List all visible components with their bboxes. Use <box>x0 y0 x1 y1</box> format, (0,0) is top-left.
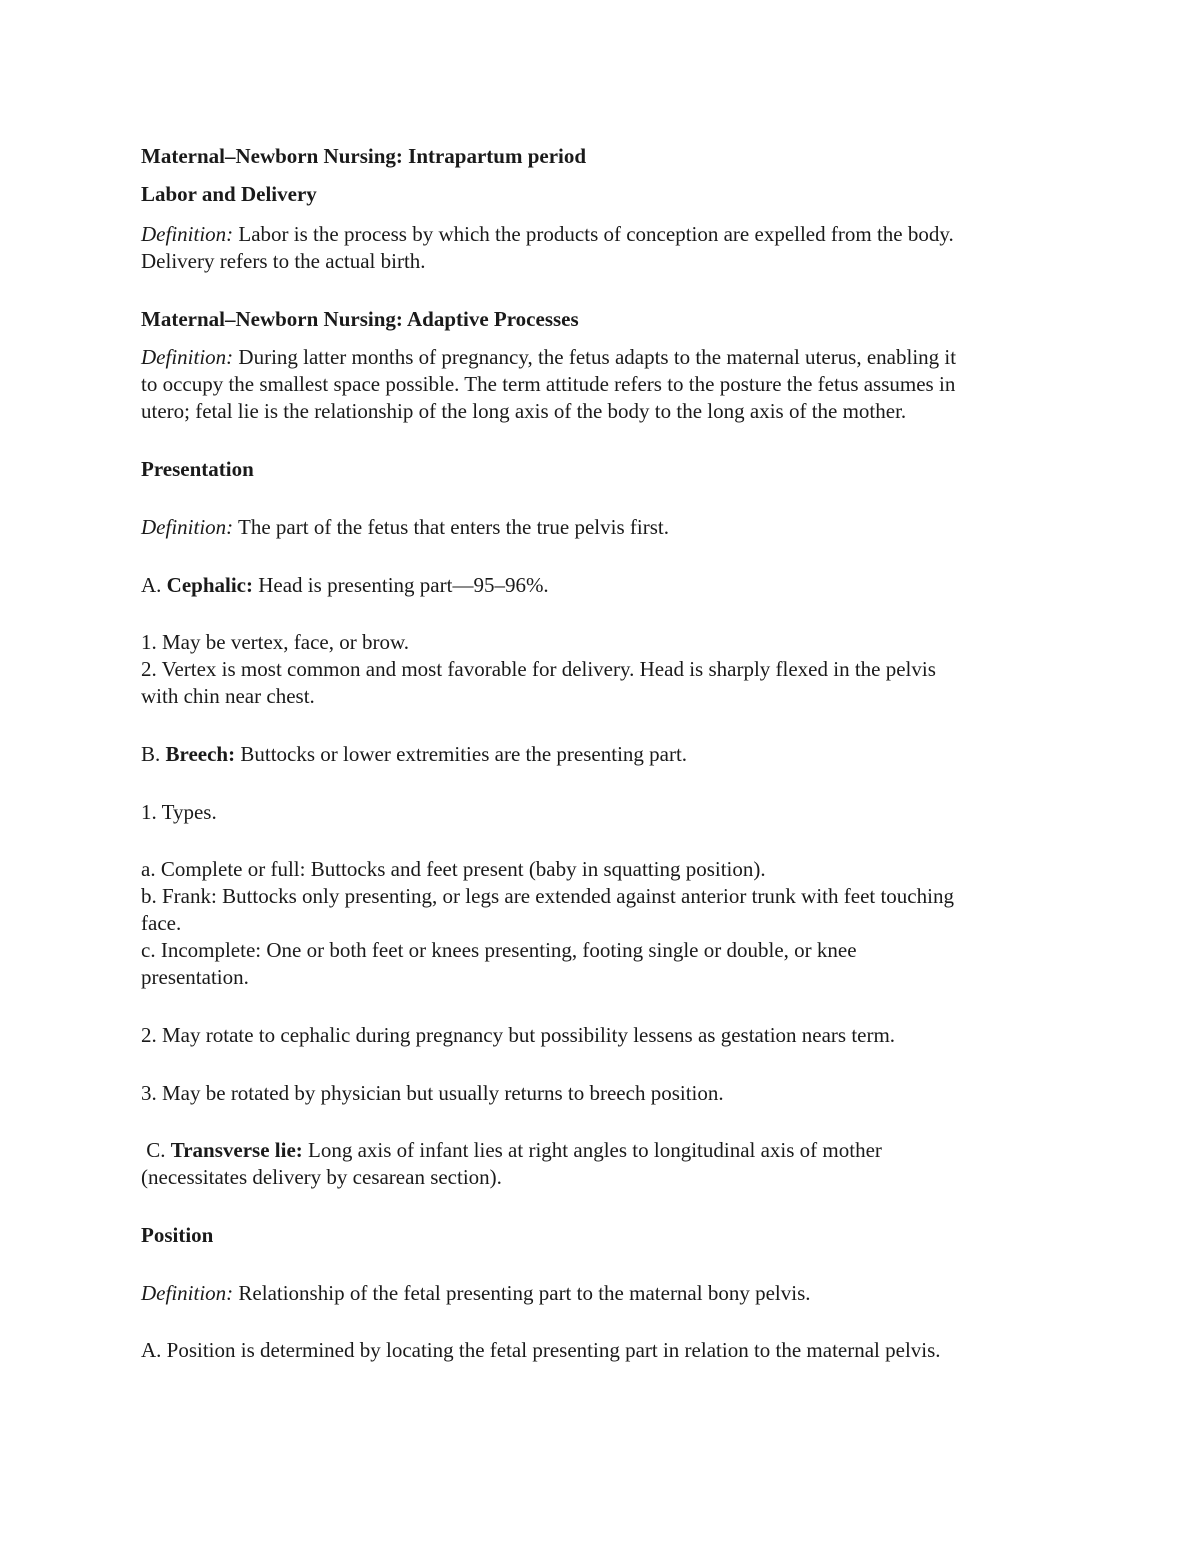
breech-types: 1. Types. <box>141 800 217 824</box>
definition-label: Definition: <box>141 1281 234 1305</box>
adaptive-definition-line-3: utero; fetal lie is the relationship of the long axis of the body to the long axis of the mother. <box>141 399 907 423</box>
cephalic-subitem-1: 1. May be vertex, face, or brow. <box>141 630 410 654</box>
labor-definition-text: Labor is the process by which the products of conception are expelled from the body. <box>233 222 954 246</box>
definition-label: Definition: <box>141 345 234 369</box>
cephalic-subitem-2-line-2: with chin near chest. <box>141 684 315 708</box>
breech-text: Buttocks or lower extremities are the presenting part. <box>235 742 688 766</box>
breech-prefix: B. <box>141 742 166 766</box>
transverse-label: Transverse lie: <box>170 1138 303 1162</box>
transverse-line-1 <box>141 1137 1066 1164</box>
breech-type-b-line-1: b. Frank: Buttocks only presenting, or legs are extended against anterior trunk with feet touching <box>141 884 954 908</box>
breech-type-c-line-2: presentation. <box>141 965 249 989</box>
heading-presentation: Presentation <box>141 457 254 481</box>
adaptive-definition <box>141 344 1066 425</box>
breech-subitem-3: 3. May be rotated by physician but usually returns to breech position. <box>141 1081 724 1105</box>
definition-label: Definition: <box>141 222 234 246</box>
breech-type-list <box>141 856 1066 991</box>
breech-type-b-line-2: face. <box>141 911 182 935</box>
presentation-definition-line <box>141 514 1066 541</box>
cephalic-label: Cephalic: <box>166 573 253 597</box>
breech-type-c-line-1: c. Incomplete: One or both feet or knees presenting, footing single or double, or knee <box>141 938 857 962</box>
title-adaptive-processes: Maternal–Newborn Nursing: Adaptive Processes <box>141 307 579 331</box>
adaptive-definition-line-2: to occupy the smallest space possible. The term attitude refers to the posture the fetus assumes in <box>141 372 956 396</box>
cephalic-line <box>141 572 1066 599</box>
definition-label: Definition: <box>141 515 234 539</box>
labor-definition <box>141 221 1066 275</box>
cephalic-prefix: A. <box>141 573 167 597</box>
transverse-line-2: (necessitates delivery by cesarean section). <box>141 1165 502 1189</box>
cephalic-subitem-2-line-1: 2. Vertex is most common and most favorable for delivery. Head is sharply flexed in the pelvis <box>141 657 936 681</box>
breech-item <box>141 741 1066 768</box>
transverse-item <box>141 1137 1066 1191</box>
title-intrapartum: Maternal–Newborn Nursing: Intrapartum period <box>141 144 587 168</box>
position-definition-line <box>141 1280 1066 1307</box>
cephalic-text: Head is presenting part—95–96%. <box>253 573 549 597</box>
labor-definition-line-2: Delivery refers to the actual birth. <box>141 249 426 273</box>
breech-subitem-2: 2. May rotate to cephalic during pregnancy but possibility lessens as gestation nears term. <box>141 1023 896 1047</box>
breech-line <box>141 741 1066 768</box>
document-page <box>141 0 1066 1553</box>
cephalic-item <box>141 572 1066 599</box>
position-definition-text: Relationship of the fetal presenting part to the maternal bony pelvis. <box>233 1281 811 1305</box>
breech-label: Breech: <box>165 742 236 766</box>
transverse-prefix: C. <box>141 1138 171 1162</box>
position-definition <box>141 1280 1066 1307</box>
adaptive-definition-line-1 <box>141 344 1066 371</box>
adaptive-definition-text: During latter months of pregnancy, the fetus adapts to the maternal uterus, enabling it <box>233 345 957 369</box>
transverse-text: Long axis of infant lies at right angles to longitudinal axis of mother <box>302 1138 882 1162</box>
cephalic-subitems <box>141 629 1066 710</box>
heading-position: Position <box>141 1223 214 1247</box>
labor-definition-line-1 <box>141 221 1066 248</box>
heading-labor-delivery: Labor and Delivery <box>141 182 317 206</box>
presentation-definition <box>141 514 1066 541</box>
position-item-a: A. Position is determined by locating the fetal presenting part in relation to the maternal pelvis. <box>141 1338 941 1362</box>
presentation-definition-text: The part of the fetus that enters the true pelvis first. <box>233 515 669 539</box>
breech-type-a: a. Complete or full: Buttocks and feet present (baby in squatting position). <box>141 857 766 881</box>
